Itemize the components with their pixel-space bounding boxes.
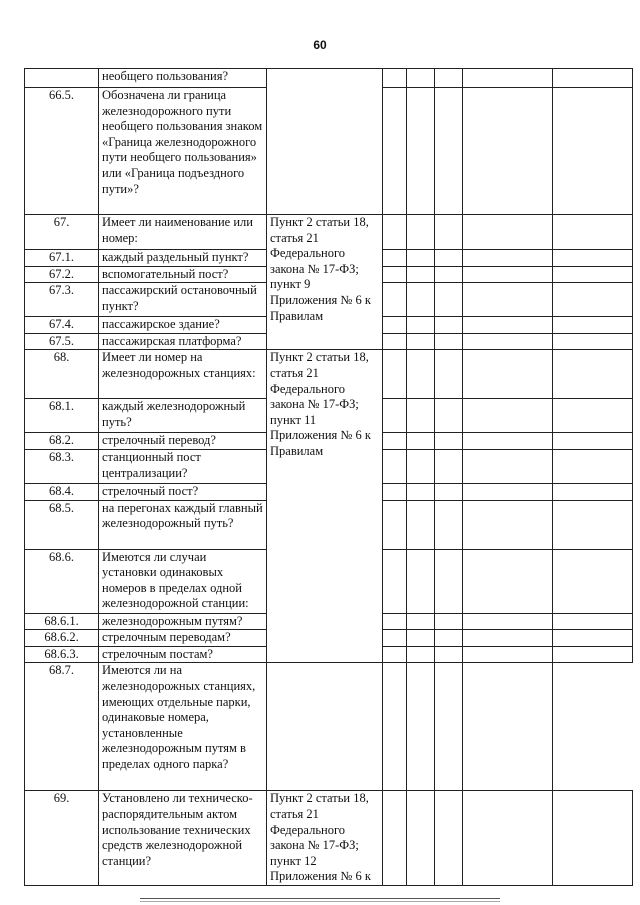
answer-cell[interactable]: [435, 663, 463, 791]
question-text: стрелочный пост?: [99, 483, 267, 500]
table-row: [25, 350, 633, 399]
answer-cell[interactable]: [463, 69, 553, 88]
item-number: 66.5.: [25, 88, 99, 215]
item-number: 68.1.: [25, 399, 99, 433]
question-text: Обозначена ли граница железнодорожного пути необщего пользования знаком «Граница железнодорожного пути необщего пользования» или «Граница подъездного пути»?: [99, 88, 267, 215]
answer-cell[interactable]: [383, 350, 407, 399]
question-text: стрелочный перевод?: [99, 433, 267, 450]
answer-cell[interactable]: [383, 399, 407, 433]
answer-cell[interactable]: [553, 646, 633, 663]
item-number: 68.7.: [25, 663, 99, 791]
item-number: 68.: [25, 350, 99, 399]
question-text: вспомогательный пост?: [99, 266, 267, 283]
answer-cell[interactable]: [553, 549, 633, 613]
answer-cell[interactable]: [463, 333, 553, 350]
answer-cell[interactable]: [435, 266, 463, 283]
item-number: 68.2.: [25, 433, 99, 450]
question-text: пассажирское здание?: [99, 317, 267, 334]
answer-cell[interactable]: [553, 630, 633, 647]
item-number: [25, 69, 99, 88]
answer-cell[interactable]: [383, 333, 407, 350]
answer-cell[interactable]: [463, 283, 553, 317]
answer-cell[interactable]: [383, 500, 407, 549]
answer-cell[interactable]: [435, 283, 463, 317]
question-text: Установлено ли техническо-распорядительным актом использование технических средств железнодорожной станции?: [99, 791, 267, 886]
answer-cell[interactable]: [435, 399, 463, 433]
answer-cell[interactable]: [553, 613, 633, 630]
answer-cell[interactable]: [435, 646, 463, 663]
answer-cell[interactable]: [407, 283, 435, 317]
answer-cell[interactable]: [553, 399, 633, 433]
answer-cell[interactable]: [553, 483, 633, 500]
legal-reference: Пункт 2 статьи 18, статья 21 Федерального закона № 17-ФЗ; пункт 11 Приложения № 6 к Правилам: [267, 350, 383, 663]
answer-cell[interactable]: [435, 215, 463, 250]
answer-cell[interactable]: [435, 69, 463, 88]
question-text: на перегонах каждый главный железнодорожный путь?: [99, 500, 267, 549]
answer-cell[interactable]: [407, 646, 435, 663]
answer-cell[interactable]: [435, 250, 463, 267]
answer-cell[interactable]: [463, 791, 553, 886]
answer-cell[interactable]: [463, 266, 553, 283]
answer-cell[interactable]: [407, 88, 435, 215]
answer-cell[interactable]: [407, 350, 435, 399]
answer-cell[interactable]: [383, 250, 407, 267]
answer-cell[interactable]: [435, 333, 463, 350]
answer-cell[interactable]: [383, 483, 407, 500]
item-number: 68.5.: [25, 500, 99, 549]
legal-reference: Пункт 2 статьи 18, статья 21 Федерального закона № 17-ФЗ; пункт 12 Приложения № 6 к: [267, 791, 383, 886]
table-row: [25, 215, 633, 250]
answer-cell[interactable]: [553, 350, 633, 399]
answer-cell[interactable]: [435, 317, 463, 334]
answer-cell[interactable]: [383, 88, 407, 215]
answer-cell[interactable]: [383, 215, 407, 250]
item-number: 69.: [25, 791, 99, 886]
item-number: 68.6.3.: [25, 646, 99, 663]
answer-cell[interactable]: [435, 88, 463, 215]
answer-cell[interactable]: [435, 500, 463, 549]
question-text: Имеет ли номер на железнодорожных станциях:: [99, 350, 267, 399]
answer-cell[interactable]: [383, 283, 407, 317]
answer-cell[interactable]: [407, 449, 435, 483]
question-text: каждый железнодорожный путь?: [99, 399, 267, 433]
item-number: 67.3.: [25, 283, 99, 317]
answer-cell[interactable]: [407, 630, 435, 647]
question-text: Имеются ли на железнодорожных станциях, имеющих отдельные парки, одинаковые номера, установленные железнодорожным путям в пределах одного парка?: [99, 663, 267, 791]
question-text: каждый раздельный пункт?: [99, 250, 267, 267]
answer-cell[interactable]: [383, 646, 407, 663]
answer-cell[interactable]: [463, 500, 553, 549]
answer-cell[interactable]: [553, 333, 633, 350]
answer-cell[interactable]: [383, 630, 407, 647]
answer-cell[interactable]: [383, 791, 407, 886]
answer-cell[interactable]: [463, 399, 553, 433]
answer-cell[interactable]: [553, 266, 633, 283]
item-number: 67.2.: [25, 266, 99, 283]
answer-cell[interactable]: [435, 630, 463, 647]
answer-cell[interactable]: [553, 88, 633, 215]
item-number: 67.5.: [25, 333, 99, 350]
answer-cell[interactable]: [435, 613, 463, 630]
answer-cell[interactable]: [383, 266, 407, 283]
question-text: Имеет ли наименование или номер:: [99, 215, 267, 250]
answer-cell[interactable]: [383, 317, 407, 334]
answer-cell[interactable]: [407, 250, 435, 267]
answer-cell[interactable]: [463, 449, 553, 483]
answer-cell[interactable]: [463, 317, 553, 334]
question-text: Имеются ли случаи установки одинаковых номеров в пределах одной железнодорожной станции:: [99, 549, 267, 613]
item-number: 68.6.2.: [25, 630, 99, 647]
answer-cell[interactable]: [435, 483, 463, 500]
checklist-table: [24, 68, 633, 886]
answer-cell[interactable]: [407, 483, 435, 500]
answer-cell[interactable]: [383, 663, 407, 791]
question-text: станционный пост централизации?: [99, 449, 267, 483]
question-text: стрелочным постам?: [99, 646, 267, 663]
answer-cell[interactable]: [435, 433, 463, 450]
answer-cell[interactable]: [435, 791, 463, 886]
reference-cell-empty: [267, 69, 383, 215]
answer-cell[interactable]: [383, 613, 407, 630]
question-text: пассажирский остановочный пункт?: [99, 283, 267, 317]
item-number: 68.6.1.: [25, 613, 99, 630]
item-number: 67.1.: [25, 250, 99, 267]
answer-cell[interactable]: [407, 333, 435, 350]
question-text: стрелочным переводам?: [99, 630, 267, 647]
item-number: 68.3.: [25, 449, 99, 483]
answer-cell[interactable]: [463, 646, 553, 663]
legal-reference: Пункт 2 статьи 18, статья 21 Федерального закона № 17-ФЗ; пункт 9 Приложения № 6 к Правилам: [267, 215, 383, 350]
answer-cell[interactable]: [383, 549, 407, 613]
answer-cell[interactable]: [407, 266, 435, 283]
answer-cell[interactable]: [463, 215, 553, 250]
answer-cell[interactable]: [553, 500, 633, 549]
answer-cell[interactable]: [435, 449, 463, 483]
answer-cell[interactable]: [407, 317, 435, 334]
answer-cell[interactable]: [407, 663, 435, 791]
answer-cell[interactable]: [553, 250, 633, 267]
item-number: 68.4.: [25, 483, 99, 500]
question-text: железнодорожным путям?: [99, 613, 267, 630]
scan-artifact-line: [140, 901, 500, 902]
table-row: [25, 663, 633, 791]
answer-cell[interactable]: [435, 350, 463, 399]
answer-cell[interactable]: [463, 250, 553, 267]
scan-artifact-line: [140, 898, 500, 899]
item-number: 67.4.: [25, 317, 99, 334]
answer-cell[interactable]: [553, 433, 633, 450]
answer-cell[interactable]: [553, 69, 633, 88]
item-number: 68.6.: [25, 549, 99, 613]
answer-cell[interactable]: [553, 449, 633, 483]
page-number: 60: [313, 38, 327, 52]
answer-cell[interactable]: [463, 88, 553, 215]
answer-cell[interactable]: [435, 549, 463, 613]
answer-cell[interactable]: [463, 549, 553, 613]
answer-cell[interactable]: [407, 791, 435, 886]
answer-cell[interactable]: [407, 613, 435, 630]
answer-cell[interactable]: [553, 791, 633, 886]
table-row: [25, 69, 633, 88]
answer-cell[interactable]: [407, 500, 435, 549]
answer-cell[interactable]: [407, 215, 435, 250]
answer-cell[interactable]: [383, 449, 407, 483]
question-text: необщего пользования?: [99, 69, 267, 88]
answer-cell[interactable]: [463, 663, 553, 791]
answer-cell[interactable]: [267, 663, 383, 791]
answer-cell[interactable]: [463, 613, 553, 630]
answer-cell[interactable]: [553, 215, 633, 250]
answer-cell[interactable]: [407, 549, 435, 613]
answer-cell[interactable]: [407, 69, 435, 88]
answer-cell[interactable]: [463, 433, 553, 450]
table-row: [25, 791, 633, 886]
answer-cell[interactable]: [463, 630, 553, 647]
answer-cell[interactable]: [383, 69, 407, 88]
question-text: пассажирская платформа?: [99, 333, 267, 350]
answer-cell[interactable]: [463, 350, 553, 399]
answer-cell[interactable]: [407, 399, 435, 433]
answer-cell[interactable]: [553, 283, 633, 317]
answer-cell[interactable]: [553, 317, 633, 334]
answer-cell[interactable]: [383, 433, 407, 450]
answer-cell[interactable]: [463, 483, 553, 500]
answer-cell[interactable]: [407, 433, 435, 450]
item-number: 67.: [25, 215, 99, 250]
